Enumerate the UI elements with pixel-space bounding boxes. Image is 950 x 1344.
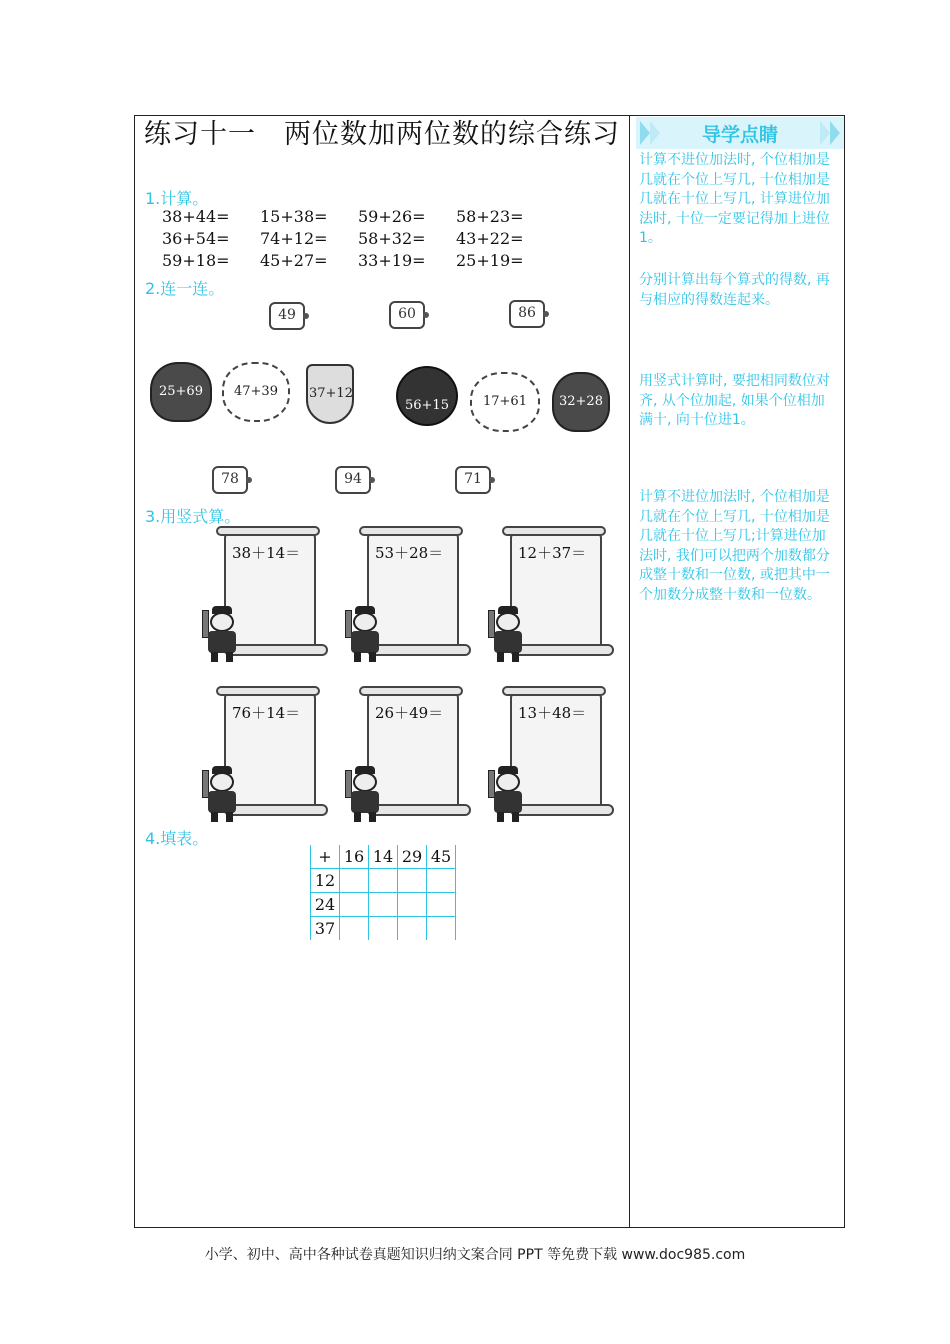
number-frame[interactable] xyxy=(385,297,429,333)
section-match-heading: 2.连一连。 xyxy=(145,279,225,298)
table-cell[interactable] xyxy=(369,893,398,917)
table-cell[interactable] xyxy=(340,869,369,893)
calc-item: 59+18= xyxy=(162,251,230,270)
table-cell[interactable] xyxy=(398,869,427,893)
pig-character-icon xyxy=(202,764,242,822)
vertical-calc-scroll[interactable] xyxy=(488,686,618,821)
pig-bank-card[interactable] xyxy=(150,362,212,422)
number-value: 60 xyxy=(398,306,416,322)
number-frame[interactable] xyxy=(505,296,549,332)
vertical-calc-expr: 13＋48＝ xyxy=(518,704,587,722)
column-divider xyxy=(629,115,630,1228)
number-value: 78 xyxy=(221,471,239,487)
calc-item: 74+12= xyxy=(260,229,328,248)
calc-item: 58+32= xyxy=(358,229,426,248)
sidebar-tip: 用竖式计算时, 要把相同数位对齐, 从个位加起, 如果个位相加满十, 向十位进1。 xyxy=(639,373,830,428)
section-calc-heading: 1.计算。 xyxy=(145,189,209,208)
pig-character-icon xyxy=(488,764,528,822)
number-value: 86 xyxy=(518,305,536,321)
vertical-calc-expr: 38＋14＝ xyxy=(232,544,301,562)
calc-grid xyxy=(162,206,582,271)
number-value: 49 xyxy=(278,307,296,323)
table-row-header: 12 xyxy=(311,869,340,893)
dog-shield-card[interactable] xyxy=(306,364,376,424)
calc-item: 43+22= xyxy=(456,229,524,248)
table-col-header: 16 xyxy=(340,845,369,869)
pig-character-icon xyxy=(488,604,528,662)
vertical-calc-expr: 12＋37＝ xyxy=(518,544,587,562)
vertical-calc-scroll[interactable] xyxy=(202,686,332,821)
pig-character-icon xyxy=(202,604,242,662)
calc-item: 38+44= xyxy=(162,207,230,226)
pig-character-icon xyxy=(345,764,385,822)
ball-card[interactable] xyxy=(396,366,458,426)
table-row-header: 24 xyxy=(311,893,340,917)
sheep-card[interactable] xyxy=(470,372,540,432)
sheep-card[interactable] xyxy=(222,362,290,422)
section-vertical-heading: 3.用竖式算。 xyxy=(145,507,241,526)
vertical-calc-expr: 76＋14＝ xyxy=(232,704,301,722)
animal-expr: 25+69 xyxy=(159,384,203,399)
number-frame[interactable] xyxy=(265,298,309,334)
animal-expr: 32+28 xyxy=(559,394,603,409)
pig-bank-card[interactable] xyxy=(552,372,610,432)
number-frame[interactable] xyxy=(208,462,252,498)
number-frame[interactable] xyxy=(331,462,375,498)
table-col-header: 45 xyxy=(427,845,456,869)
number-value: 71 xyxy=(464,471,482,487)
animal-expr: 17+61 xyxy=(483,394,527,409)
calc-item: 45+27= xyxy=(260,251,328,270)
addition-table xyxy=(310,845,456,940)
sidebar-tip: 计算不进位加法时, 个位相加是几就在个位上写几, 十位相加是几就在十位上写几;计算进位加法时, 我们可以把两个加数都分成整十数和一位数, 或把其中一个加数分成整十数和一位数。 xyxy=(639,489,830,603)
animal-expr: 37+12 xyxy=(309,386,353,401)
table-cell[interactable] xyxy=(398,893,427,917)
page-title: 练习十一 两位数加两位数的综合练习 xyxy=(144,119,620,150)
table-cell[interactable] xyxy=(427,869,456,893)
table-cell[interactable] xyxy=(427,893,456,917)
calc-item: 33+19= xyxy=(358,251,426,270)
table-cell[interactable] xyxy=(398,917,427,941)
table-cell[interactable] xyxy=(340,893,369,917)
calc-item: 59+26= xyxy=(358,207,426,226)
table-col-header: 29 xyxy=(398,845,427,869)
vertical-calc-expr: 53＋28＝ xyxy=(375,544,444,562)
sidebar-banner-title: 导学点睛 xyxy=(701,124,778,146)
vertical-calc-scroll[interactable] xyxy=(202,526,332,661)
pig-character-icon xyxy=(345,604,385,662)
table-col-header: 14 xyxy=(369,845,398,869)
section-table-heading: 4.填表。 xyxy=(145,829,209,848)
animal-expr: 47+39 xyxy=(234,384,278,399)
animal-expr: 56+15 xyxy=(405,398,449,413)
page-footer: 小学、初中、高中各种试卷真题知识归纳文案合同 PPT 等免费下载 www.doc985.com xyxy=(204,1247,746,1263)
table-cell[interactable] xyxy=(427,917,456,941)
sidebar-banner xyxy=(636,117,844,149)
vertical-calc-scroll[interactable] xyxy=(345,686,475,821)
vertical-calc-expr: 26＋49＝ xyxy=(375,704,444,722)
calc-item: 36+54= xyxy=(162,229,230,248)
sidebar-tip: 计算不进位加法时, 个位相加是几就在个位上写几, 十位相加是几就在十位上写几, 计算进位加法时, 十位一定要记得加上进位 1。 xyxy=(639,152,830,246)
calc-item: 25+19= xyxy=(456,251,524,270)
table-corner: + xyxy=(311,845,340,869)
table-cell[interactable] xyxy=(369,869,398,893)
calc-item: 15+38= xyxy=(260,207,328,226)
table-cell[interactable] xyxy=(340,917,369,941)
table-cell[interactable] xyxy=(369,917,398,941)
number-value: 94 xyxy=(344,471,362,487)
vertical-calc-scroll[interactable] xyxy=(488,526,618,661)
sidebar-tip: 分别计算出每个算式的得数, 再与相应的得数连起来。 xyxy=(639,272,830,308)
vertical-calc-scroll[interactable] xyxy=(345,526,475,661)
table-row-header: 37 xyxy=(311,917,340,941)
number-frame[interactable] xyxy=(451,462,495,498)
calc-item: 58+23= xyxy=(456,207,524,226)
